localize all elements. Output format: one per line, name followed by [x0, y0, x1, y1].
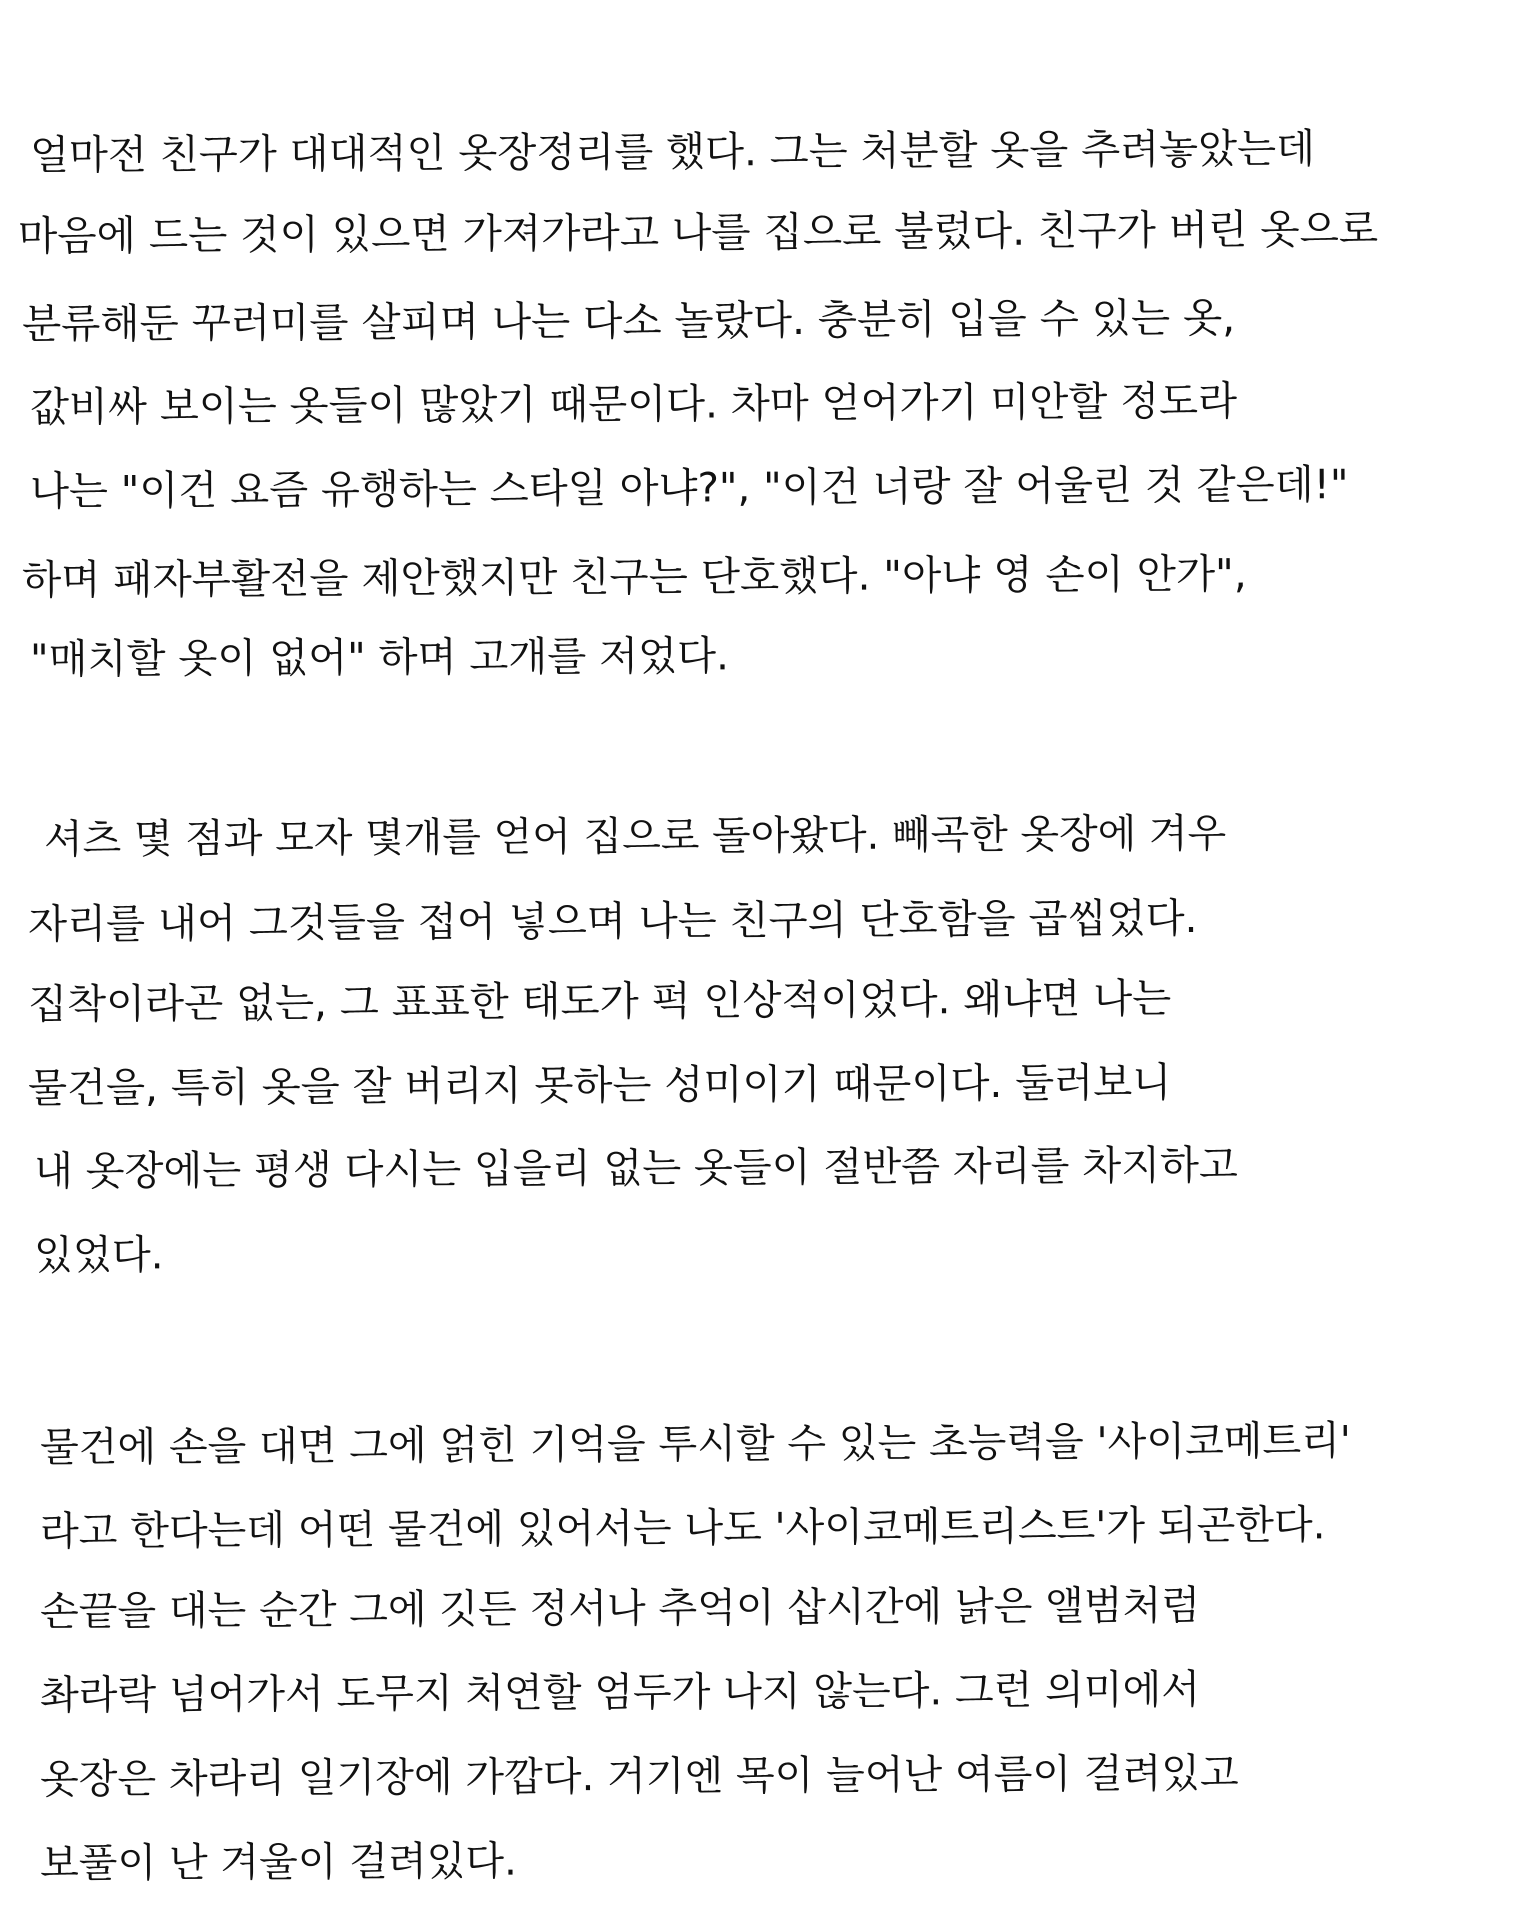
text-line: 나는 "이건 요즘 유행하는 스타일 아냐?", "이건 너랑 잘 어울린 것 같은데!" [29, 461, 1349, 515]
text-line: 자리를 내어 그것들을 접어 넣으며 나는 친구의 단호함을 곱씹었다. [27, 893, 1198, 948]
text-line: "매치할 옷이 없어" 하며 고개를 저었다. [29, 632, 730, 683]
text-line: 있었다. [33, 1232, 164, 1279]
text-line: 옷장은 차라리 일기장에 가깝다. 거기엔 목이 늘어난 여름이 걸려있고 [39, 1750, 1239, 1803]
text-line: 값비싸 보이는 옷들이 많았기 때문이다. 차마 얻어가기 미안할 정도라 [29, 377, 1238, 431]
text-line: 분류해둔 꾸러미를 살피며 나는 다소 놀랐다. 충분히 입을 수 있는 옷, [21, 293, 1236, 348]
text-line: 마음에 드는 것이 있으면 가져가라고 나를 집으로 불렀다. 친구가 버린 옷으로 [17, 204, 1379, 260]
text-line: 물건을, 특히 옷을 잘 버리지 못하는 성미이기 때문이다. 둘러보니 [27, 1058, 1172, 1112]
text-line: 하며 패자부활전을 제안했지만 친구는 단호했다. "아냐 영 손이 안가", [21, 549, 1247, 604]
text-line: 셔츠 몇 점과 모자 몇개를 얻어 집으로 돌아왔다. 빼곡한 옷장에 겨우 [43, 810, 1227, 863]
text-line: 내 옷장에는 평생 다시는 입을리 없는 옷들이 절반쯤 자리를 차지하고 [33, 1142, 1238, 1195]
text-line: 보풀이 난 겨울이 걸려있다. [39, 1838, 517, 1887]
text-line: 물건에 손을 대면 그에 얽힌 기억을 투시할 수 있는 초능력을 '사이코메트리' [39, 1418, 1352, 1471]
text-line: 집착이라곤 없는, 그 표표한 태도가 퍽 인상적이었다. 왜냐면 나는 [27, 974, 1172, 1028]
text-line: 촤라락 넘어가서 도무지 처연할 엄두가 나지 않는다. 그런 의미에서 [39, 1666, 1201, 1719]
text-line: 라고 한다는데 어떤 물건에 있어서는 나도 '사이코메트리스트'가 되곤한다. [39, 1502, 1326, 1555]
text-line: 얼마전 친구가 대대적인 옷장정리를 했다. 그는 처분할 옷을 추려놓았는데 [29, 125, 1316, 179]
text-line: 손끝을 대는 순간 그에 깃든 정서나 추억이 삽시간에 낡은 앨범처럼 [39, 1582, 1201, 1635]
